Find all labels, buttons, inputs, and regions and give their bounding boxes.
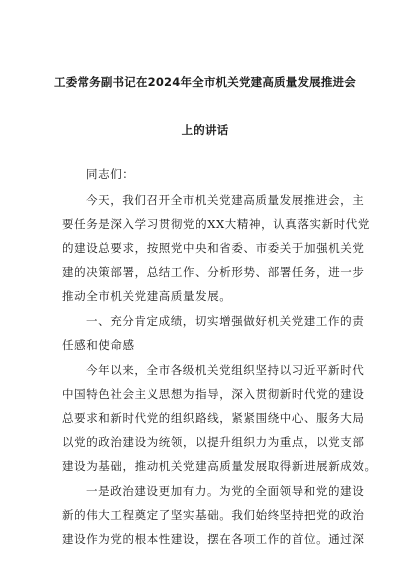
paragraph-4-line-3: 建设作为党的根本性建设，摆在各项工作的首位。通过深 (62, 532, 365, 546)
section-heading-line-2: 任感和使命感 (62, 338, 135, 352)
paragraph-3-line-2: 中国特色社会主义思想为指导，深入贯彻新时代党的建设 (62, 387, 365, 401)
paragraph-3-line-4: 以党的政治建设为统领，以提升组织力为重点，以党支部 (62, 435, 365, 449)
paragraph-1-line-4: 建的决策部署，总结工作、分析形势、部署任务，进一步 (62, 265, 365, 279)
paragraph-3-line-5: 建设为基础，推动机关党建高质量发展取得新进展新成效。 (62, 459, 377, 473)
paragraph-4-line-2: 新的伟大工程奠定了坚实基础。我们始终坚持把党的政治 (62, 508, 365, 522)
paragraph-1-line-5: 推动全市机关党建高质量发展。 (62, 289, 232, 303)
paragraph-3-line-1: 今年以来，全市各级机关党组织坚持以习近平新时代 (86, 363, 365, 377)
paragraph-3-line-3: 总要求和新时代党的组织路线，紧紧围绕中心、服务大局 (62, 411, 365, 425)
document-title-line-2: 上的讲话 (181, 123, 229, 137)
section-heading-line-1: 一、充分肯定成绩，切实增强做好机关党建工作的责 (86, 314, 365, 328)
paragraph-4-line-1: 一是政治建设更加有力。为党的全面领导和党的建设 (86, 484, 365, 498)
document-title-line-1: 工委常务副书记在2024年全市机关党建高质量发展推进会 (54, 75, 356, 89)
salutation: 同志们： (86, 167, 135, 181)
paragraph-1-line-3: 的建设总要求，按照党中央和省委、市委关于加强机关党 (62, 241, 365, 255)
paragraph-1-line-2: 要任务是深入学习贯彻党的XX大精神，认真落实新时代党 (62, 217, 370, 231)
paragraph-1-line-1: 今天，我们召开全市机关党建高质量发展推进会，主 (86, 193, 365, 207)
